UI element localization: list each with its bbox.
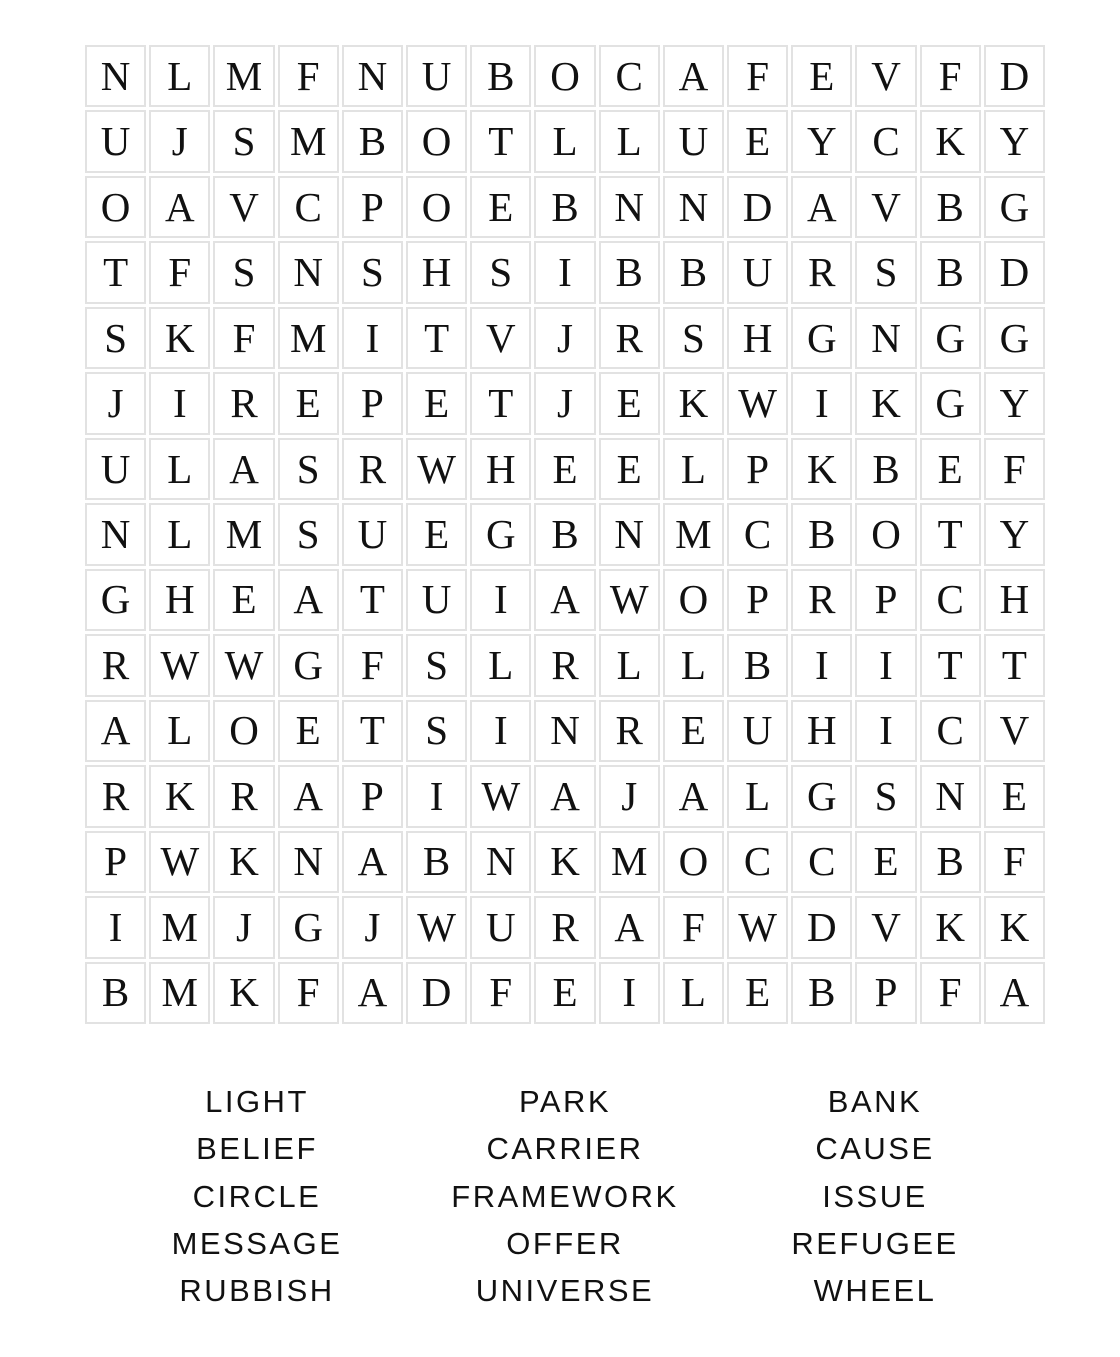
grid-cell[interactable]: T (920, 634, 981, 696)
grid-cell[interactable]: E (534, 962, 595, 1024)
grid-cell[interactable]: G (470, 503, 531, 565)
grid-cell[interactable]: R (534, 896, 595, 958)
grid-cell[interactable]: U (342, 503, 403, 565)
grid-cell[interactable]: A (663, 765, 724, 827)
grid-cell[interactable]: B (727, 634, 788, 696)
grid-cell[interactable]: O (213, 700, 274, 762)
grid-cell[interactable]: U (85, 438, 146, 500)
grid-cell[interactable]: V (855, 45, 916, 107)
grid-cell[interactable]: A (599, 896, 660, 958)
grid-cell[interactable]: B (534, 503, 595, 565)
grid-cell[interactable]: S (663, 307, 724, 369)
grid-cell[interactable]: N (920, 765, 981, 827)
grid-cell[interactable]: S (406, 634, 467, 696)
grid-cell[interactable]: F (342, 634, 403, 696)
grid-cell[interactable]: R (791, 241, 852, 303)
grid-cell[interactable]: O (855, 503, 916, 565)
grid-cell[interactable]: M (213, 45, 274, 107)
grid-cell[interactable]: I (470, 700, 531, 762)
word-list-item: CAUSE (815, 1131, 935, 1167)
grid-cell[interactable]: E (791, 45, 852, 107)
grid-cell[interactable]: H (406, 241, 467, 303)
grid-cell[interactable]: R (85, 765, 146, 827)
grid-cell[interactable]: L (727, 765, 788, 827)
grid-cell[interactable]: Y (791, 110, 852, 172)
grid-cell[interactable]: E (663, 700, 724, 762)
grid-cell[interactable]: R (599, 700, 660, 762)
grid-cell[interactable]: N (278, 831, 339, 893)
grid-cell[interactable]: M (213, 503, 274, 565)
grid-cell[interactable]: B (470, 45, 531, 107)
grid-cell[interactable]: L (149, 45, 210, 107)
grid-cell[interactable]: R (534, 634, 595, 696)
grid-cell[interactable]: R (791, 569, 852, 631)
grid-cell[interactable]: K (791, 438, 852, 500)
grid-cell[interactable]: B (342, 110, 403, 172)
grid-cell[interactable]: J (599, 765, 660, 827)
grid-cell[interactable]: I (85, 896, 146, 958)
grid-cell[interactable]: E (406, 503, 467, 565)
grid-cell[interactable]: S (342, 241, 403, 303)
grid-cell[interactable]: B (534, 176, 595, 238)
word-list-item: REFUGEE (791, 1225, 959, 1261)
grid-cell[interactable]: L (663, 634, 724, 696)
word-list-item: MESSAGE (171, 1225, 343, 1261)
grid-cell[interactable]: R (213, 372, 274, 434)
grid-cell[interactable]: L (599, 634, 660, 696)
grid-cell[interactable]: I (149, 372, 210, 434)
grid-cell[interactable]: T (470, 372, 531, 434)
grid-cell[interactable]: S (278, 438, 339, 500)
grid-cell[interactable]: W (727, 372, 788, 434)
grid-cell[interactable]: P (727, 438, 788, 500)
grid-cell[interactable]: W (470, 765, 531, 827)
grid-cell[interactable]: E (599, 372, 660, 434)
grid-cell[interactable]: F (727, 45, 788, 107)
grid-cell[interactable]: J (342, 896, 403, 958)
grid-cell[interactable]: K (534, 831, 595, 893)
grid-cell[interactable]: T (470, 110, 531, 172)
grid-cell[interactable]: F (470, 962, 531, 1024)
grid-cell[interactable]: N (342, 45, 403, 107)
word-list-item: FRAMEWORK (451, 1178, 679, 1214)
grid-cell[interactable]: H (149, 569, 210, 631)
word-list-item: WHEEL (813, 1273, 937, 1309)
grid-cell[interactable]: W (406, 896, 467, 958)
grid-cell[interactable]: M (278, 110, 339, 172)
grid-cell[interactable]: M (278, 307, 339, 369)
grid-cell[interactable]: D (984, 45, 1045, 107)
grid-cell[interactable]: F (663, 896, 724, 958)
grid-cell[interactable]: N (599, 503, 660, 565)
word-list-item: BANK (827, 1084, 923, 1119)
grid-cell[interactable]: B (406, 831, 467, 893)
grid-cell[interactable]: U (406, 569, 467, 631)
grid-cell[interactable]: C (599, 45, 660, 107)
grid-cell[interactable]: H (470, 438, 531, 500)
grid-cell[interactable]: A (534, 569, 595, 631)
grid-cell[interactable]: S (406, 700, 467, 762)
grid-cell[interactable]: K (984, 896, 1045, 958)
grid-cell[interactable]: S (470, 241, 531, 303)
grid-cell[interactable]: A (149, 176, 210, 238)
grid-cell[interactable]: I (855, 700, 916, 762)
word-list-item: BELIEF (196, 1131, 318, 1167)
grid-cell[interactable]: A (534, 765, 595, 827)
grid-cell[interactable]: N (534, 700, 595, 762)
grid-cell[interactable]: C (727, 503, 788, 565)
grid-cell[interactable]: G (791, 765, 852, 827)
grid-cell[interactable]: U (663, 110, 724, 172)
grid-cell[interactable]: O (663, 831, 724, 893)
grid-cell[interactable]: F (213, 307, 274, 369)
grid-cell[interactable]: L (663, 962, 724, 1024)
grid-cell[interactable]: A (663, 45, 724, 107)
grid-cell[interactable]: S (278, 503, 339, 565)
grid-cell[interactable]: L (149, 503, 210, 565)
grid-cell[interactable]: E (470, 176, 531, 238)
grid-cell[interactable]: A (278, 765, 339, 827)
grid-cell[interactable]: H (984, 569, 1045, 631)
grid-cell[interactable]: W (599, 569, 660, 631)
grid-cell[interactable]: R (342, 438, 403, 500)
grid-cell[interactable]: F (920, 45, 981, 107)
grid-cell[interactable]: O (406, 110, 467, 172)
letter-grid (85, 45, 1045, 1024)
grid-cell[interactable]: J (213, 896, 274, 958)
grid-cell[interactable]: R (213, 765, 274, 827)
grid-cell[interactable]: E (599, 438, 660, 500)
grid-cell[interactable]: G (278, 634, 339, 696)
grid-cell[interactable]: L (663, 438, 724, 500)
grid-cell[interactable]: E (278, 372, 339, 434)
grid-cell[interactable]: K (149, 307, 210, 369)
grid-cell[interactable]: B (791, 503, 852, 565)
grid-cell[interactable]: T (920, 503, 981, 565)
grid-cell[interactable]: B (920, 176, 981, 238)
grid-cell[interactable]: N (85, 45, 146, 107)
grid-cell[interactable]: G (278, 896, 339, 958)
grid-cell[interactable]: B (599, 241, 660, 303)
grid-cell[interactable]: C (920, 569, 981, 631)
grid-cell[interactable]: L (599, 110, 660, 172)
grid-cell[interactable]: A (984, 962, 1045, 1024)
grid-cell[interactable]: N (278, 241, 339, 303)
grid-cell[interactable]: P (855, 569, 916, 631)
grid-cell[interactable]: E (855, 831, 916, 893)
grid-cell[interactable]: O (663, 569, 724, 631)
grid-cell[interactable]: N (855, 307, 916, 369)
grid-cell[interactable]: P (342, 176, 403, 238)
grid-cell[interactable]: N (599, 176, 660, 238)
grid-cell[interactable]: W (149, 831, 210, 893)
grid-cell[interactable]: L (149, 700, 210, 762)
grid-cell[interactable]: V (855, 896, 916, 958)
grid-cell[interactable]: N (470, 831, 531, 893)
grid-cell[interactable]: T (85, 241, 146, 303)
grid-cell[interactable]: W (727, 896, 788, 958)
grid-cell[interactable]: B (920, 241, 981, 303)
grid-cell[interactable]: R (85, 634, 146, 696)
grid-cell[interactable]: J (85, 372, 146, 434)
grid-cell[interactable]: F (984, 831, 1045, 893)
grid-cell[interactable]: P (727, 569, 788, 631)
grid-cell[interactable]: W (213, 634, 274, 696)
grid-cell[interactable]: T (984, 634, 1045, 696)
grid-cell[interactable]: M (149, 896, 210, 958)
grid-cell[interactable]: V (470, 307, 531, 369)
grid-cell[interactable]: H (791, 700, 852, 762)
grid-cell[interactable]: P (342, 372, 403, 434)
grid-cell[interactable]: Y (984, 372, 1045, 434)
word-list-item: ISSUE (822, 1178, 928, 1214)
word-list-item: UNIVERSE (475, 1273, 655, 1309)
grid-cell[interactable]: T (342, 700, 403, 762)
grid-cell[interactable]: J (534, 372, 595, 434)
grid-cell[interactable]: C (278, 176, 339, 238)
grid-cell[interactable]: Y (984, 503, 1045, 565)
grid-cell[interactable]: O (406, 176, 467, 238)
grid-cell[interactable]: H (727, 307, 788, 369)
grid-cell[interactable]: M (599, 831, 660, 893)
grid-cell[interactable]: M (663, 503, 724, 565)
grid-cell[interactable]: E (278, 700, 339, 762)
grid-cell[interactable]: O (85, 176, 146, 238)
grid-cell[interactable]: C (855, 110, 916, 172)
grid-cell[interactable]: I (791, 634, 852, 696)
grid-cell[interactable]: K (920, 110, 981, 172)
grid-cell[interactable]: V (984, 700, 1045, 762)
word-list-item: RUBBISH (179, 1273, 335, 1309)
grid-cell[interactable]: A (342, 962, 403, 1024)
grid-cell[interactable]: S (85, 307, 146, 369)
grid-cell[interactable]: A (85, 700, 146, 762)
grid-cell[interactable]: P (342, 765, 403, 827)
grid-cell[interactable]: V (213, 176, 274, 238)
word-list-item: CARRIER (486, 1131, 644, 1167)
grid-cell[interactable]: F (149, 241, 210, 303)
grid-cell[interactable]: L (534, 110, 595, 172)
grid-cell[interactable]: K (149, 765, 210, 827)
grid-cell[interactable]: A (791, 176, 852, 238)
grid-cell[interactable]: K (855, 372, 916, 434)
grid-cell[interactable]: G (920, 307, 981, 369)
grid-cell[interactable]: L (149, 438, 210, 500)
grid-cell[interactable]: U (727, 700, 788, 762)
grid-cell[interactable]: F (278, 45, 339, 107)
grid-cell[interactable]: U (470, 896, 531, 958)
grid-cell[interactable]: W (149, 634, 210, 696)
grid-cell[interactable]: G (791, 307, 852, 369)
grid-cell[interactable]: N (663, 176, 724, 238)
grid-cell[interactable]: G (85, 569, 146, 631)
grid-cell[interactable]: P (85, 831, 146, 893)
grid-cell[interactable]: M (149, 962, 210, 1024)
word-list-item: OFFER (506, 1225, 624, 1261)
grid-cell[interactable]: K (213, 962, 274, 1024)
grid-cell[interactable]: K (213, 831, 274, 893)
word-list (100, 1078, 1030, 1314)
grid-cell[interactable]: V (855, 176, 916, 238)
word-list-item: CIRCLE (192, 1178, 322, 1214)
grid-cell[interactable]: F (984, 438, 1045, 500)
grid-cell[interactable]: I (406, 765, 467, 827)
word-list-item: LIGHT (205, 1084, 309, 1119)
grid-cell[interactable]: S (213, 241, 274, 303)
grid-cell[interactable]: I (470, 569, 531, 631)
grid-cell[interactable]: T (342, 569, 403, 631)
grid-cell[interactable]: S (855, 765, 916, 827)
grid-cell[interactable]: B (920, 831, 981, 893)
grid-cell[interactable]: C (727, 831, 788, 893)
grid-cell[interactable]: R (599, 307, 660, 369)
grid-cell[interactable]: U (406, 45, 467, 107)
grid-cell[interactable]: E (213, 569, 274, 631)
grid-cell[interactable]: I (534, 241, 595, 303)
grid-cell[interactable]: G (984, 176, 1045, 238)
grid-cell[interactable]: A (213, 438, 274, 500)
grid-cell[interactable]: I (855, 634, 916, 696)
grid-cell[interactable]: D (727, 176, 788, 238)
grid-cell[interactable]: U (85, 110, 146, 172)
grid-cell[interactable]: S (213, 110, 274, 172)
grid-cell[interactable]: T (406, 307, 467, 369)
grid-cell[interactable]: I (791, 372, 852, 434)
grid-cell[interactable]: E (406, 372, 467, 434)
grid-cell[interactable]: B (855, 438, 916, 500)
grid-cell[interactable]: S (855, 241, 916, 303)
grid-cell[interactable]: J (149, 110, 210, 172)
grid-cell[interactable]: W (406, 438, 467, 500)
grid-cell[interactable]: P (855, 962, 916, 1024)
grid-cell[interactable]: K (663, 372, 724, 434)
grid-cell[interactable]: B (663, 241, 724, 303)
grid-cell[interactable]: E (984, 765, 1045, 827)
grid-cell[interactable]: D (984, 241, 1045, 303)
grid-cell[interactable]: G (920, 372, 981, 434)
grid-cell[interactable]: Y (984, 110, 1045, 172)
grid-cell[interactable]: E (727, 110, 788, 172)
grid-cell[interactable]: J (534, 307, 595, 369)
grid-cell[interactable]: F (278, 962, 339, 1024)
grid-cell[interactable]: C (791, 831, 852, 893)
grid-cell[interactable]: N (85, 503, 146, 565)
word-list-item: PARK (518, 1084, 612, 1119)
grid-cell[interactable]: A (342, 831, 403, 893)
grid-cell[interactable]: B (85, 962, 146, 1024)
grid-cell[interactable]: D (791, 896, 852, 958)
grid-cell[interactable]: C (920, 700, 981, 762)
grid-cell[interactable]: B (791, 962, 852, 1024)
grid-cell[interactable]: I (599, 962, 660, 1024)
grid-cell[interactable]: O (534, 45, 595, 107)
grid-cell[interactable]: I (342, 307, 403, 369)
grid-cell[interactable]: E (920, 438, 981, 500)
grid-cell[interactable]: E (727, 962, 788, 1024)
grid-cell[interactable]: L (470, 634, 531, 696)
grid-cell[interactable]: E (534, 438, 595, 500)
grid-cell[interactable]: K (920, 896, 981, 958)
grid-cell[interactable]: U (727, 241, 788, 303)
grid-cell[interactable]: A (278, 569, 339, 631)
grid-cell[interactable]: F (920, 962, 981, 1024)
grid-cell[interactable]: D (406, 962, 467, 1024)
grid-cell[interactable]: G (984, 307, 1045, 369)
